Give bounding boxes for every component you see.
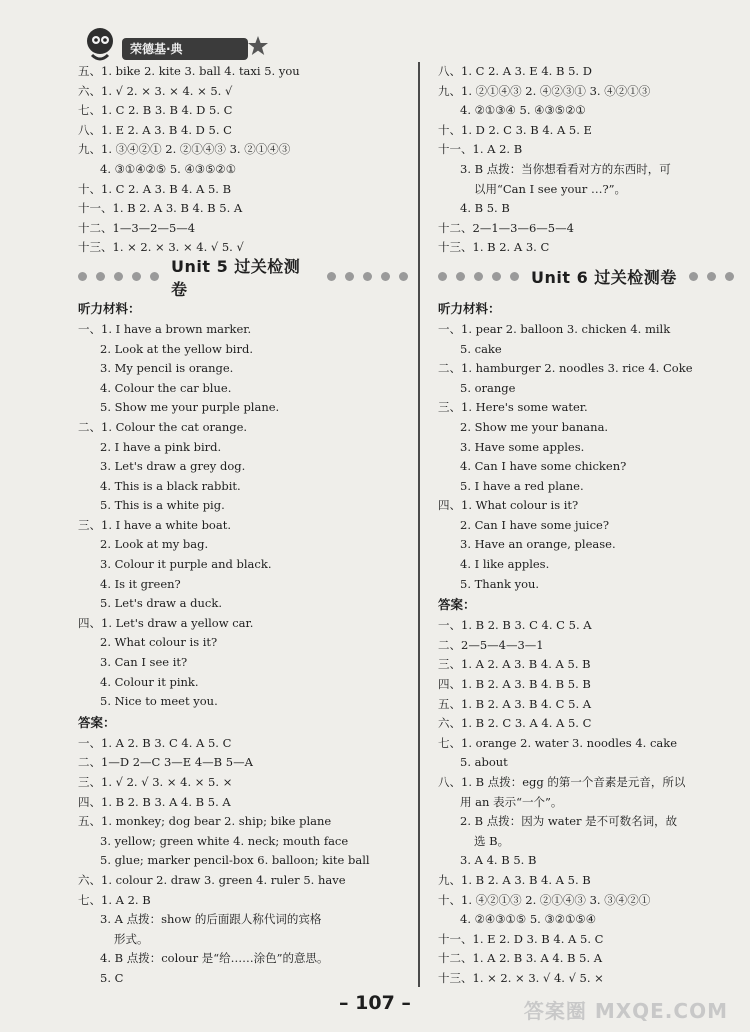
answer-line: 十一、1. B 2. A 3. B 4. B 5. A: [78, 201, 243, 216]
unit5-title: Unit 5 过关检测卷: [171, 256, 301, 299]
answer-line: 5. Thank you.: [460, 576, 540, 591]
answer-line: 一、1. I have a brown marker.: [78, 321, 252, 336]
unit4-answers-continued: [78, 62, 408, 258]
title-dots-left: [438, 272, 519, 281]
answer-line: 5. glue; marker pencil-box 6. balloon; kite ball: [100, 853, 370, 868]
answer-line: 二、2—5—4—3—1: [438, 637, 544, 652]
unit6-title-bar: [438, 264, 738, 290]
unit5-listening-heading: 听力材料：: [78, 300, 141, 316]
answer-line: 5. about: [460, 755, 508, 770]
answer-line: 十三、1. B 2. A 3. C: [438, 240, 550, 255]
answer-line: 4. Colour it pink.: [100, 674, 199, 689]
watermark: 答案圈 MXQE.COM: [523, 999, 728, 1023]
page-number: – 107 –: [339, 992, 411, 1014]
answer-line: 5. C: [100, 970, 124, 985]
answer-line: 六、1. √ 2. × 3. × 4. × 5. √: [78, 83, 233, 98]
answer-line: 三、1. A 2. A 3. B 4. A 5. B: [438, 657, 591, 672]
answer-line: 五、1. monkey; dog bear 2. ship; bike plane: [78, 814, 332, 829]
answer-line: 三、1. √ 2. √ 3. × 4. × 5. ×: [78, 775, 233, 789]
answer-line: 2. Look at the yellow bird.: [100, 341, 253, 356]
answer-line: 二、1. Colour the cat orange.: [78, 419, 248, 434]
answer-line: 2. What colour is it?: [100, 635, 218, 650]
answer-line: 六、1. B 2. C 3. A 4. A 5. C: [438, 716, 592, 731]
answer-line: 5. This is a white pig.: [100, 498, 225, 513]
answer-line: 九、1. ②①④③ 2. ④②③① 3. ④②①③: [438, 83, 651, 98]
answer-line: 以用“Can I see your …?”。: [474, 181, 626, 196]
answer-line: 十、1. D 2. C 3. B 4. A 5. E: [438, 122, 592, 137]
title-dots-right: [327, 272, 408, 281]
answer-line: 九、1. B 2. A 3. B 4. A 5. B: [438, 872, 591, 887]
answer-line: 七、1. C 2. B 3. B 4. D 5. C: [78, 103, 233, 118]
answer-line: 4. This is a black rabbit.: [100, 478, 241, 493]
unit6-listening-material: [438, 320, 738, 594]
answer-line: 十一、1. A 2. B: [438, 142, 523, 157]
answer-line: 5. orange: [460, 380, 516, 395]
unit6-listening-heading: 听力材料：: [438, 300, 501, 316]
answer-line: 七、1. orange 2. water 3. noodles 4. cake: [438, 735, 678, 750]
answer-line: 十二、1—3—2—5—4: [78, 220, 196, 235]
answer-line: 一、1. A 2. B 3. C 4. A 5. C: [78, 735, 232, 750]
answer-line: 十三、1. × 2. × 3. √ 4. √ 5. ×: [438, 970, 604, 985]
answer-line: 七、1. A 2. B: [78, 892, 151, 907]
answer-line: 二、1—D 2—C 3—E 4—B 5—A: [78, 755, 253, 770]
answer-line: 5. Let's draw a duck.: [100, 596, 222, 611]
answer-line: 5. Show me your purple plane.: [100, 400, 280, 415]
logo-badge: 荣德基·典: [122, 38, 248, 60]
answer-line: 3. A 点拨：show 的后面跟人称代词的宾格: [100, 912, 322, 927]
answer-line: 3. A 4. B 5. B: [460, 853, 537, 868]
answer-line: 四、1. What colour is it?: [438, 498, 579, 513]
answer-line: 十二、2—1—3—6—5—4: [438, 220, 574, 235]
answer-line: 2. B 点拨：因为 water 是不可数名词，故: [460, 814, 678, 829]
answer-line: 一、1. pear 2. balloon 3. chicken 4. milk: [438, 321, 671, 336]
answer-line: 八、1. C 2. A 3. E 4. B 5. D: [438, 64, 592, 78]
star-icon: [246, 34, 270, 58]
unit6-title: Unit 6 过关检测卷: [531, 268, 677, 288]
answer-line: 2. I have a pink bird.: [100, 439, 222, 454]
column-divider: [418, 62, 420, 987]
answer-line: 十、1. C 2. A 3. B 4. A 5. B: [78, 181, 232, 196]
answer-line: 六、1. colour 2. draw 3. green 4. ruler 5. have: [78, 872, 346, 887]
answer-line: 五、1. B 2. A 3. B 4. C 5. A: [438, 696, 592, 711]
unit5-answers: [78, 734, 408, 989]
answer-line: 三、1. I have a white boat.: [78, 517, 231, 532]
answer-line: 五、1. bike 2. kite 3. ball 4. taxi 5. you: [78, 64, 300, 78]
left-column: [78, 62, 408, 989]
answer-line: 4. ③①④②⑤ 5. ④③⑤②①: [100, 161, 237, 176]
answer-line: 四、1. Let's draw a yellow car.: [78, 615, 254, 630]
answer-line: 4. B 5. B: [460, 201, 510, 216]
answer-line: 4. B 点拨：colour 是“给……涂色”的意思。: [100, 951, 329, 966]
answer-line: 2. Look at my bag.: [100, 537, 209, 552]
unit5-answers-continued: [438, 62, 738, 258]
title-dots-right: [689, 272, 734, 281]
unit5-answers-heading: 答案：: [78, 714, 116, 730]
unit6-answers: [438, 616, 738, 988]
answer-line: 5. I have a red plane.: [460, 478, 584, 493]
answer-line: 二、1. hamburger 2. noodles 3. rice 4. Coke: [438, 361, 693, 376]
answer-line: 十一、1. E 2. D 3. B 4. A 5. C: [438, 931, 604, 946]
answer-line: 四、1. B 2. A 3. B 4. B 5. B: [438, 677, 591, 692]
answer-line: 3. Colour it purple and black.: [100, 557, 272, 572]
unit5-title-bar: [78, 256, 408, 299]
answer-line: 选 B。: [474, 833, 510, 848]
answer-line: 3. Let's draw a grey dog.: [100, 459, 246, 474]
unit6-answers-heading: 答案：: [438, 597, 476, 613]
answer-line: 5. Nice to meet you.: [100, 694, 218, 709]
answer-line: 3. Can I see it?: [100, 655, 188, 670]
mascot-icon: [80, 24, 124, 64]
title-dots-left: [78, 272, 159, 281]
answer-line: 3. My pencil is orange.: [100, 361, 234, 376]
answer-line: 3. yellow; green white 4. neck; mouth face: [100, 833, 349, 848]
answer-line: 用 an 表示“一个”。: [460, 794, 563, 809]
answer-line: 4. Is it green?: [100, 576, 181, 591]
answer-line: 形式。: [114, 931, 149, 946]
answer-line: 四、1. B 2. B 3. A 4. B 5. A: [78, 794, 231, 809]
answer-line: 九、1. ③④②① 2. ②①④③ 3. ②①④③: [78, 142, 291, 157]
answer-line: 3. B 点拨：当你想看看对方的东西时，可: [460, 161, 671, 176]
answer-line: 3. Have some apples.: [460, 439, 585, 454]
answer-line: 4. Can I have some chicken?: [460, 459, 627, 474]
answer-line: 一、1. B 2. B 3. C 4. C 5. A: [438, 618, 592, 633]
answer-line: 2. Can I have some juice?: [460, 517, 610, 532]
answer-line: 十、1. ④②①③ 2. ②①④③ 3. ③④②①: [438, 892, 651, 907]
answer-line: 十三、1. × 2. × 3. × 4. √ 5. √: [78, 240, 244, 255]
answer-line: 3. Have an orange, please.: [460, 537, 616, 552]
right-column: [438, 62, 738, 989]
answer-line: 4. ②④③①⑤ 5. ③②①⑤④: [460, 912, 597, 927]
answer-line: 八、1. B 点拨：egg 的第一个音素是元音，所以: [438, 775, 686, 789]
answer-line: 4. I like apples.: [460, 557, 550, 572]
unit5-listening-material: [78, 320, 408, 712]
answer-line: 2. Show me your banana.: [460, 419, 609, 434]
answer-line: 5. cake: [460, 341, 502, 356]
publisher-logo: [80, 24, 270, 64]
answer-line: 4. ②①③④ 5. ④③⑤②①: [460, 103, 586, 118]
answer-line: 八、1. E 2. A 3. B 4. D 5. C: [78, 122, 232, 137]
answer-line: 十二、1. A 2. B 3. A 4. B 5. A: [438, 951, 603, 966]
answer-line: 三、1. Here's some water.: [438, 400, 588, 415]
answer-line: 4. Colour the car blue.: [100, 380, 232, 395]
